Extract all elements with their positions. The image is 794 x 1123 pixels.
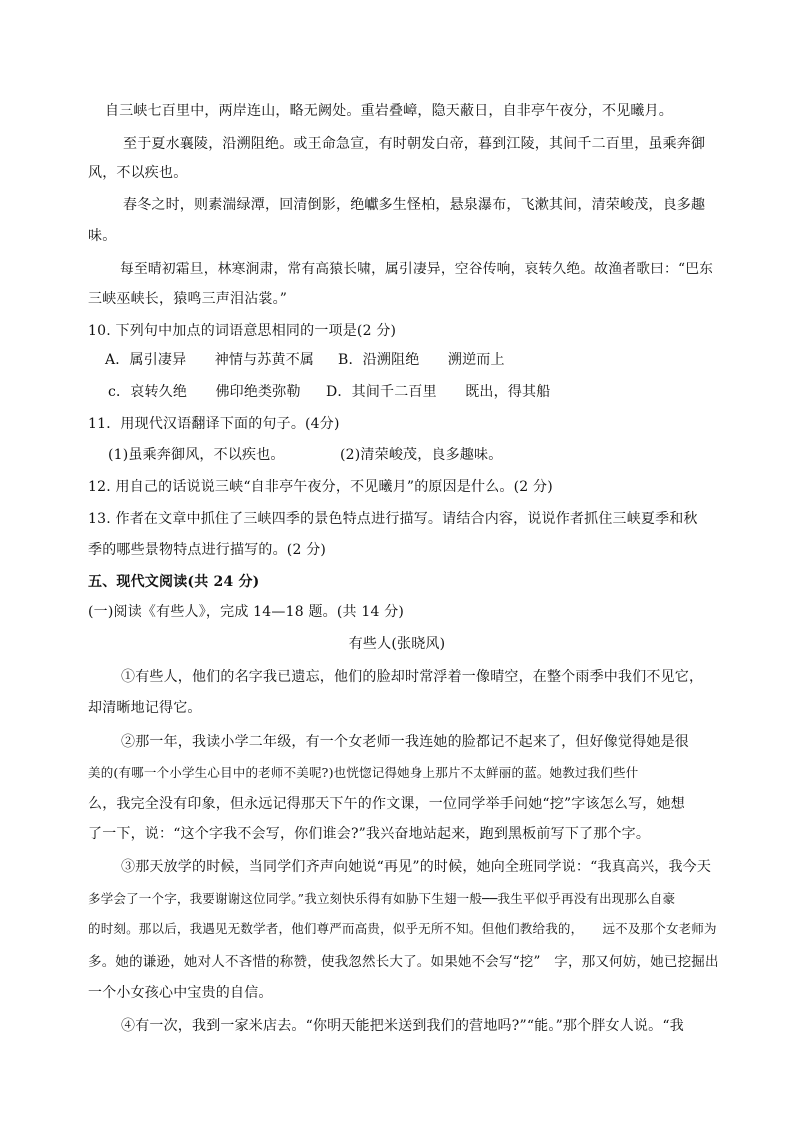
section-subheading: (一)阅读《有些人》，完成 14—18 题。(共 14 分) — [88, 604, 405, 620]
classical-line: 每至晴初霜旦，林寒涧肃，常有高猿长啸，属引凄异，空谷传响，哀转久绝。故渔者歌曰：“巴东 — [120, 261, 714, 277]
modern-line: 多。她的谦逊，她对人不吝惜的称赞，使我忽然长大了。如果她不会写“挖” 字，那又何妨，她已挖掘出 — [88, 954, 719, 970]
modern-line: ①有些人，他们的名字我已遗忘，他们的脸却时常浮着一像晴空，在整个雨季中我们不见它， — [121, 669, 704, 685]
modern-line: 多学会了一个字，我要谢谢这位同学。”我立刻快乐得有如胁下生翅一般──我生平似乎再没有出现那么自豪 — [88, 891, 676, 906]
modern-line: 么，我完全没有印象，但永远记得那天下午的作文课，一位同学举手问她“挖”字该怎么写，她想 — [88, 796, 685, 812]
modern-line: 了一下，说：“这个字我不会写，你们谁会?”我兴奋地站起来，跑到黑板前写下了那个字。 — [88, 826, 651, 842]
question-12: 12. 用自己的话说说三峡“自非亭午夜分，不见曦月”的原因是什么。(2 分) — [88, 479, 553, 495]
classical-line: 至于夏水襄陵，沿溯阻绝。或王命急宣，有时朝发白帝，暮到江陵，其间千二百里，虽乘奔御 — [123, 136, 706, 152]
question-10: 10. 下列句中加点的词语意思相同的一项是(2 分) — [88, 323, 397, 339]
question-10-option-a: A．属引凄异 神情与苏黄不属 — [105, 352, 315, 368]
question-11: 11．用现代汉语翻译下面的句子。(4分) — [88, 416, 340, 432]
classical-line: 自三峡七百里中，两岸连山，略无阙处。重岩叠嶂，隐天蔽日，自非亭午夜分，不见曦月。 — [105, 103, 673, 119]
classical-line: 三峡巫峡长，猿鸣三声泪沾裳。” — [88, 291, 288, 307]
classical-line: 味。 — [88, 228, 117, 244]
modern-line: ④有一次，我到一家米店去。“你明天能把米送到我们的营地吗?”“能。”那个胖女人说。“我 — [121, 1018, 684, 1034]
modern-line: 一个小女孩心中宝贵的自信。 — [88, 985, 273, 1001]
modern-line: 却清晰地记得它。 — [88, 700, 202, 716]
article-title: 有些人(张晓风) — [348, 636, 446, 652]
classical-line: 风，不以疾也。 — [88, 165, 188, 181]
question-11-item-2: (2)清荣峻茂，良多趣味。 — [340, 447, 503, 463]
modern-line: ③那天放学的时候，当同学们齐声向她说“再见”的时候，她向全班同学说：“我真高兴，我今天 — [121, 859, 712, 875]
modern-line: ②那一年，我读小学二年级，有一个女老师一我连她的脸都记不起来了，但好像觉得她是很 — [121, 734, 689, 750]
question-10-option-d: D．其间千二百里 既出，得其船 — [326, 384, 551, 400]
question-10-option-b: B．沿溯阻绝 溯逆而上 — [338, 352, 505, 368]
question-13-line: 季的哪些景物特点进行描写的。(2 分) — [88, 542, 327, 558]
question-11-item-1: (1)虽乘奔御风，不以疾也。 — [108, 447, 285, 463]
classical-line: 春冬之时，则素湍绿潭，回清倒影，绝巘多生怪柏，悬泉瀑布，飞漱其间，清荣峻茂，良多趣 — [123, 197, 706, 213]
modern-line: 的时刻。那以后，我遇见无数学者，他们尊严而高贵，似乎无所不知。但他们教给我的， 远不及那个女老师为 — [88, 921, 717, 936]
modern-line: 美的(有哪一个小学生心目中的老师不美呢?)也恍惚记得她身上那片不太鲜丽的蓝。她教过我们些什 — [88, 765, 639, 780]
question-10-option-c: c．哀转久绝 佛印绝类弥勒 — [108, 384, 301, 400]
question-13-line: 13. 作者在文章中抓住了三峡四季的景色特点进行描写。请结合内容，说说作者抓住三峡夏季和秋 — [88, 511, 698, 527]
section-heading: 五、现代文阅读(共 24 分) — [88, 574, 260, 590]
